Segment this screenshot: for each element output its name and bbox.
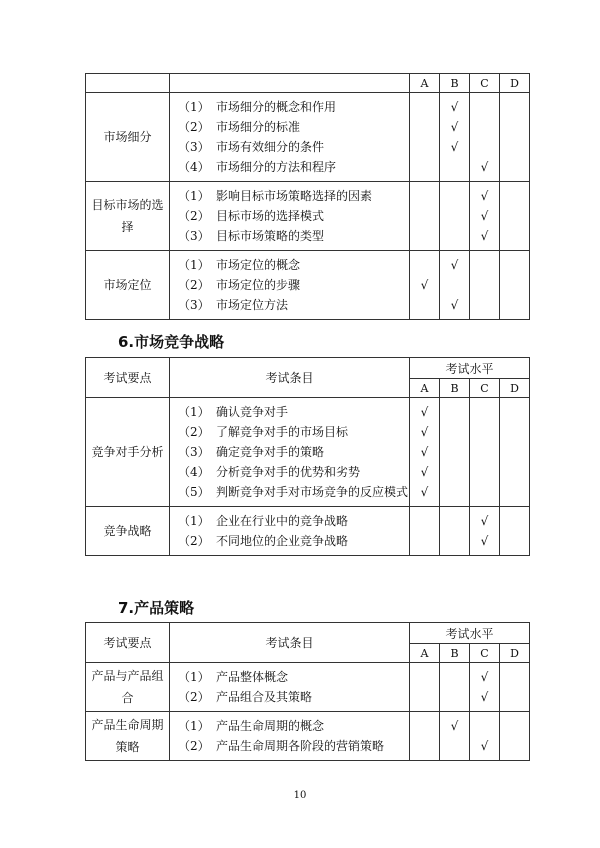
check-mark: √ — [420, 465, 429, 479]
level-letter: B — [440, 74, 470, 93]
exam-item — [178, 667, 409, 687]
level-cell — [500, 712, 530, 761]
item-number: （3） — [178, 445, 210, 459]
check-mark: √ — [450, 258, 459, 272]
item-text: 了解竞争对手的市场目标 — [216, 425, 349, 439]
exam-items — [170, 507, 410, 556]
level-letter: C — [470, 74, 500, 93]
item-text: 市场细分的标准 — [216, 120, 301, 134]
check-mark: √ — [450, 298, 459, 312]
exam-items — [170, 398, 410, 507]
check-mark: √ — [480, 670, 489, 684]
exam-item — [178, 462, 409, 482]
exam-item — [178, 137, 409, 157]
exam-point: 市场定位 — [86, 251, 170, 320]
topic-row — [86, 182, 530, 251]
level-letter: D — [500, 379, 530, 398]
item-number: （2） — [178, 690, 210, 704]
exam-point: 目标市场的选择 — [86, 182, 170, 251]
check-mark: √ — [420, 425, 429, 439]
level-cell — [500, 663, 530, 712]
exam-item — [178, 295, 409, 315]
level-cell — [500, 182, 530, 251]
level-letter: C — [470, 379, 500, 398]
topic-row — [86, 663, 530, 712]
syllabus-table-product-strategy — [85, 622, 530, 761]
check-mark: √ — [480, 160, 489, 174]
exam-item — [178, 226, 409, 246]
level-letter: A — [410, 644, 440, 663]
item-number: （1） — [178, 405, 210, 419]
check-mark: √ — [480, 189, 489, 203]
check-mark: √ — [420, 485, 429, 499]
level-letter: A — [410, 74, 440, 93]
level-letter: C — [470, 644, 500, 663]
level-letter: B — [440, 644, 470, 663]
item-text: 影响目标市场策略选择的因素 — [216, 189, 373, 203]
item-text: 市场细分的方法和程序 — [216, 160, 337, 174]
check-mark: √ — [450, 100, 459, 114]
item-number: （2） — [178, 425, 210, 439]
item-number: （4） — [178, 160, 210, 174]
header-row — [86, 358, 530, 379]
level-cell — [440, 507, 470, 556]
level-letter-row — [86, 74, 530, 93]
exam-item — [178, 716, 409, 736]
level-cell — [500, 93, 530, 182]
syllabus-table-competition-strategy — [85, 357, 530, 556]
check-mark: √ — [480, 690, 489, 704]
item-text: 产品生命周期各阶段的营销策略 — [216, 739, 385, 753]
item-number: （1） — [178, 670, 210, 684]
check-mark: √ — [480, 739, 489, 753]
level-cell — [440, 712, 470, 761]
level-cell — [470, 182, 500, 251]
item-text: 不同地位的企业竞争战略 — [216, 534, 349, 548]
exam-point: 竞争战略 — [86, 507, 170, 556]
header-key: 考试要点 — [86, 623, 170, 663]
check-mark: √ — [420, 278, 429, 292]
exam-items — [170, 182, 410, 251]
item-text: 市场定位的概念 — [216, 258, 301, 272]
exam-point: 竞争对手分析 — [86, 398, 170, 507]
exam-item — [178, 157, 409, 177]
syllabus-table-market-segmentation — [85, 73, 530, 320]
topic-row — [86, 712, 530, 761]
item-text: 分析竞争对手的优势和劣势 — [216, 465, 361, 479]
item-number: （4） — [178, 465, 210, 479]
exam-item — [178, 687, 409, 707]
check-mark: √ — [420, 405, 429, 419]
exam-item — [178, 186, 409, 206]
item-number: （1） — [178, 100, 210, 114]
level-cell — [500, 507, 530, 556]
section-title: 7.产品策略 — [118, 599, 195, 617]
header-level: 考试水平 — [410, 623, 530, 644]
item-number: （1） — [178, 189, 210, 203]
level-cell — [410, 93, 440, 182]
topic-row — [86, 398, 530, 507]
exam-item — [178, 117, 409, 137]
item-number: （2） — [178, 534, 210, 548]
exam-item — [178, 255, 409, 275]
item-text: 确认竞争对手 — [216, 405, 289, 419]
check-mark: √ — [480, 229, 489, 243]
header-level: 考试水平 — [410, 358, 530, 379]
level-cell — [470, 507, 500, 556]
exam-item — [178, 511, 409, 531]
item-text: 市场定位方法 — [216, 298, 289, 312]
level-cell — [470, 93, 500, 182]
check-mark: √ — [480, 534, 489, 548]
level-cell — [470, 251, 500, 320]
exam-item — [178, 422, 409, 442]
item-number: （3） — [178, 140, 210, 154]
item-text: 市场定位的步骤 — [216, 278, 301, 292]
check-mark: √ — [450, 120, 459, 134]
topic-row — [86, 507, 530, 556]
item-number: （1） — [178, 258, 210, 272]
item-text: 产品生命周期的概念 — [216, 719, 325, 733]
level-letter: D — [500, 74, 530, 93]
header-key: 考试要点 — [86, 358, 170, 398]
item-text: 产品组合及其策略 — [216, 690, 313, 704]
exam-item — [178, 402, 409, 422]
item-number: （1） — [178, 514, 210, 528]
level-cell — [410, 663, 440, 712]
item-text: 确定竞争对手的策略 — [216, 445, 325, 459]
topic-row — [86, 251, 530, 320]
check-mark: √ — [480, 209, 489, 223]
check-mark: √ — [450, 719, 459, 733]
exam-point: 产品与产品组合 — [86, 663, 170, 712]
item-number: （5） — [178, 485, 210, 499]
item-text: 目标市场的选择模式 — [216, 209, 325, 223]
exam-point: 产品生命周期策略 — [86, 712, 170, 761]
exam-item — [178, 531, 409, 551]
exam-items — [170, 93, 410, 182]
item-text: 企业在行业中的竞争战略 — [216, 514, 349, 528]
level-letter: B — [440, 379, 470, 398]
level-cell — [440, 251, 470, 320]
item-text: 判断竞争对手对市场竞争的反应模式 — [216, 485, 409, 499]
level-letter: D — [500, 644, 530, 663]
exam-item — [178, 206, 409, 226]
item-number: （2） — [178, 739, 210, 753]
exam-point: 市场细分 — [86, 93, 170, 182]
level-cell — [500, 251, 530, 320]
item-number: （2） — [178, 278, 210, 292]
level-cell — [500, 398, 530, 507]
exam-item — [178, 482, 409, 502]
page-number: 10 — [293, 790, 307, 801]
level-cell — [410, 182, 440, 251]
level-cell — [410, 712, 440, 761]
header-blank-key — [86, 74, 170, 93]
check-mark: √ — [420, 445, 429, 459]
level-cell — [410, 398, 440, 507]
exam-item — [178, 736, 409, 756]
level-cell — [470, 398, 500, 507]
level-cell — [470, 663, 500, 712]
level-cell — [410, 251, 440, 320]
level-cell — [410, 507, 440, 556]
header-blank-items — [170, 74, 410, 93]
item-text: 市场有效细分的条件 — [216, 140, 325, 154]
exam-items — [170, 663, 410, 712]
item-number: （1） — [178, 719, 210, 733]
exam-items — [170, 712, 410, 761]
level-cell — [440, 93, 470, 182]
level-cell — [470, 712, 500, 761]
level-cell — [440, 398, 470, 507]
item-number: （3） — [178, 298, 210, 312]
item-text: 目标市场策略的类型 — [216, 229, 325, 243]
level-letter: A — [410, 379, 440, 398]
exam-item — [178, 275, 409, 295]
header-items: 考试条目 — [170, 358, 410, 398]
header-row — [86, 623, 530, 644]
check-mark: √ — [480, 514, 489, 528]
topic-row — [86, 93, 530, 182]
exam-item — [178, 442, 409, 462]
level-cell — [440, 182, 470, 251]
exam-item — [178, 97, 409, 117]
item-text: 产品整体概念 — [216, 670, 289, 684]
check-mark: √ — [450, 140, 459, 154]
item-text: 市场细分的概念和作用 — [216, 100, 337, 114]
item-number: （2） — [178, 120, 210, 134]
item-number: （2） — [178, 209, 210, 223]
level-cell — [440, 663, 470, 712]
section-title: 6.市场竞争战略 — [118, 333, 225, 351]
item-number: （3） — [178, 229, 210, 243]
exam-items — [170, 251, 410, 320]
header-items: 考试条目 — [170, 623, 410, 663]
